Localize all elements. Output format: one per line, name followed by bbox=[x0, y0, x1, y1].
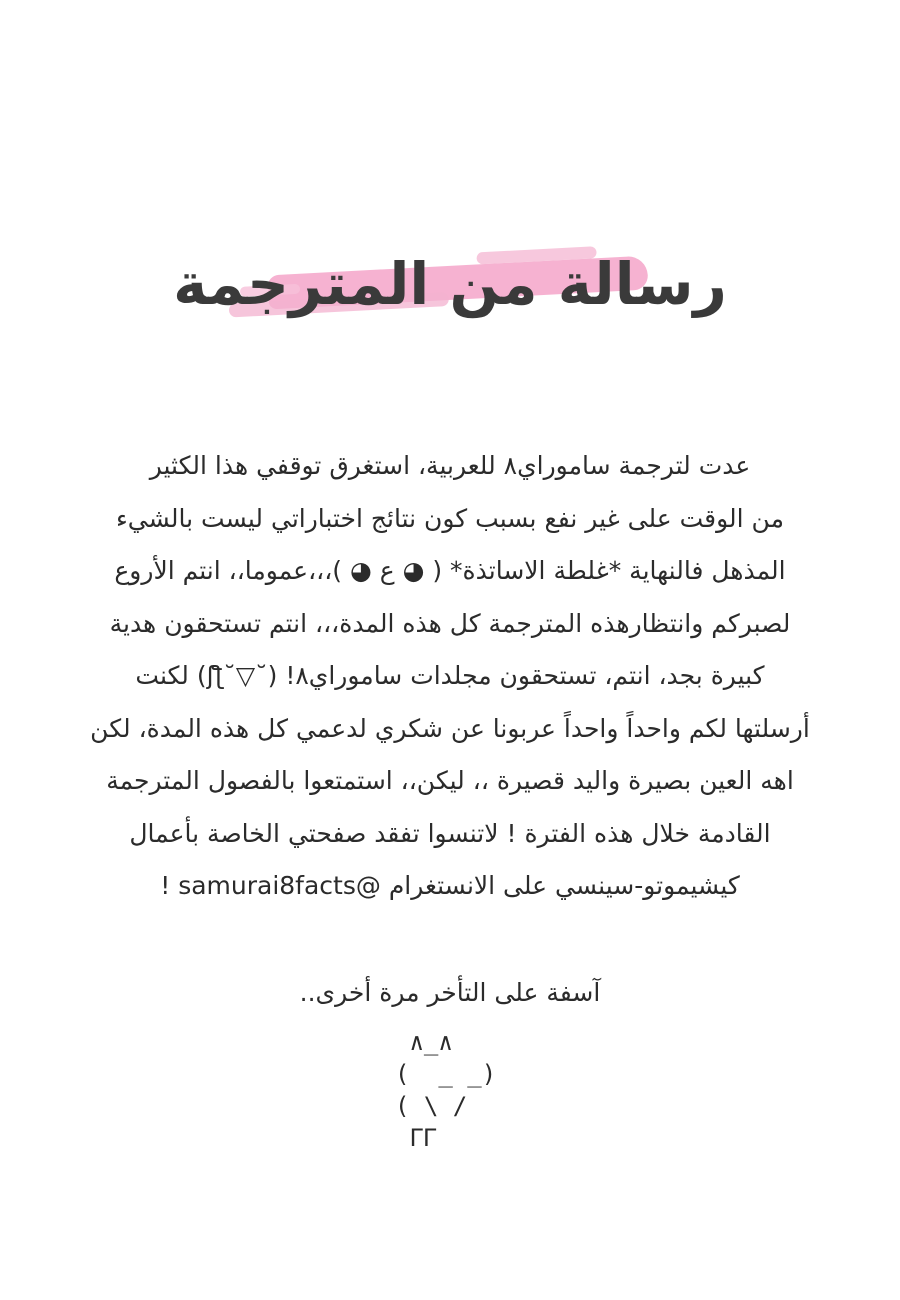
message-line: من الوقت على غير نفع بسبب كون نتائج اختباراتي ليست بالشيء bbox=[116, 503, 784, 533]
message-line: اهه العين بصيرة واليد قصيرة ،، ليكن،، استمتعوا بالفصول المترجمة bbox=[106, 766, 794, 795]
message-line: أرسلتها لكم واحداً واحداً عربونا عن شكري لدعمي كل هذه المدة، لكن bbox=[90, 713, 810, 743]
apology-text: آسفة على التأخر مرة أخرى.. bbox=[299, 978, 601, 1007]
page-title: رسالة من المترجمة bbox=[173, 250, 727, 318]
translator-message bbox=[40, 440, 860, 913]
title-area bbox=[0, 232, 900, 332]
message-line: كيشيموتو-سينسي على الانستغرام @samurai8facts ! bbox=[160, 871, 740, 900]
cat-kaomoji: ∧_∧ ( _ _) ( \ / ᒥᒥ bbox=[395, 1028, 497, 1152]
message-line: كبيرة بجد، انتم، تستحقون مجلدات ساموراي٨! (˘▽˘ʃƪ) لكنت bbox=[135, 661, 765, 690]
message-line: لصبركم وانتظارهذه المترجمة كل هذه المدة،،، انتم تستحقون هدية bbox=[109, 608, 791, 638]
message-line: المذهل فالنهاية *غلطة الاساتذة* ( ◕ ع ◕ )،،،عموما،، انتم الأروع bbox=[114, 556, 786, 585]
message-line: القادمة خلال هذه الفترة ! لاتنسوا تفقد صفحتي الخاصة بأعمال bbox=[129, 818, 771, 848]
message-line: عدت لترجمة ساموراي٨ للعربية، استغرق توقفي هذا الكثير bbox=[149, 451, 751, 480]
